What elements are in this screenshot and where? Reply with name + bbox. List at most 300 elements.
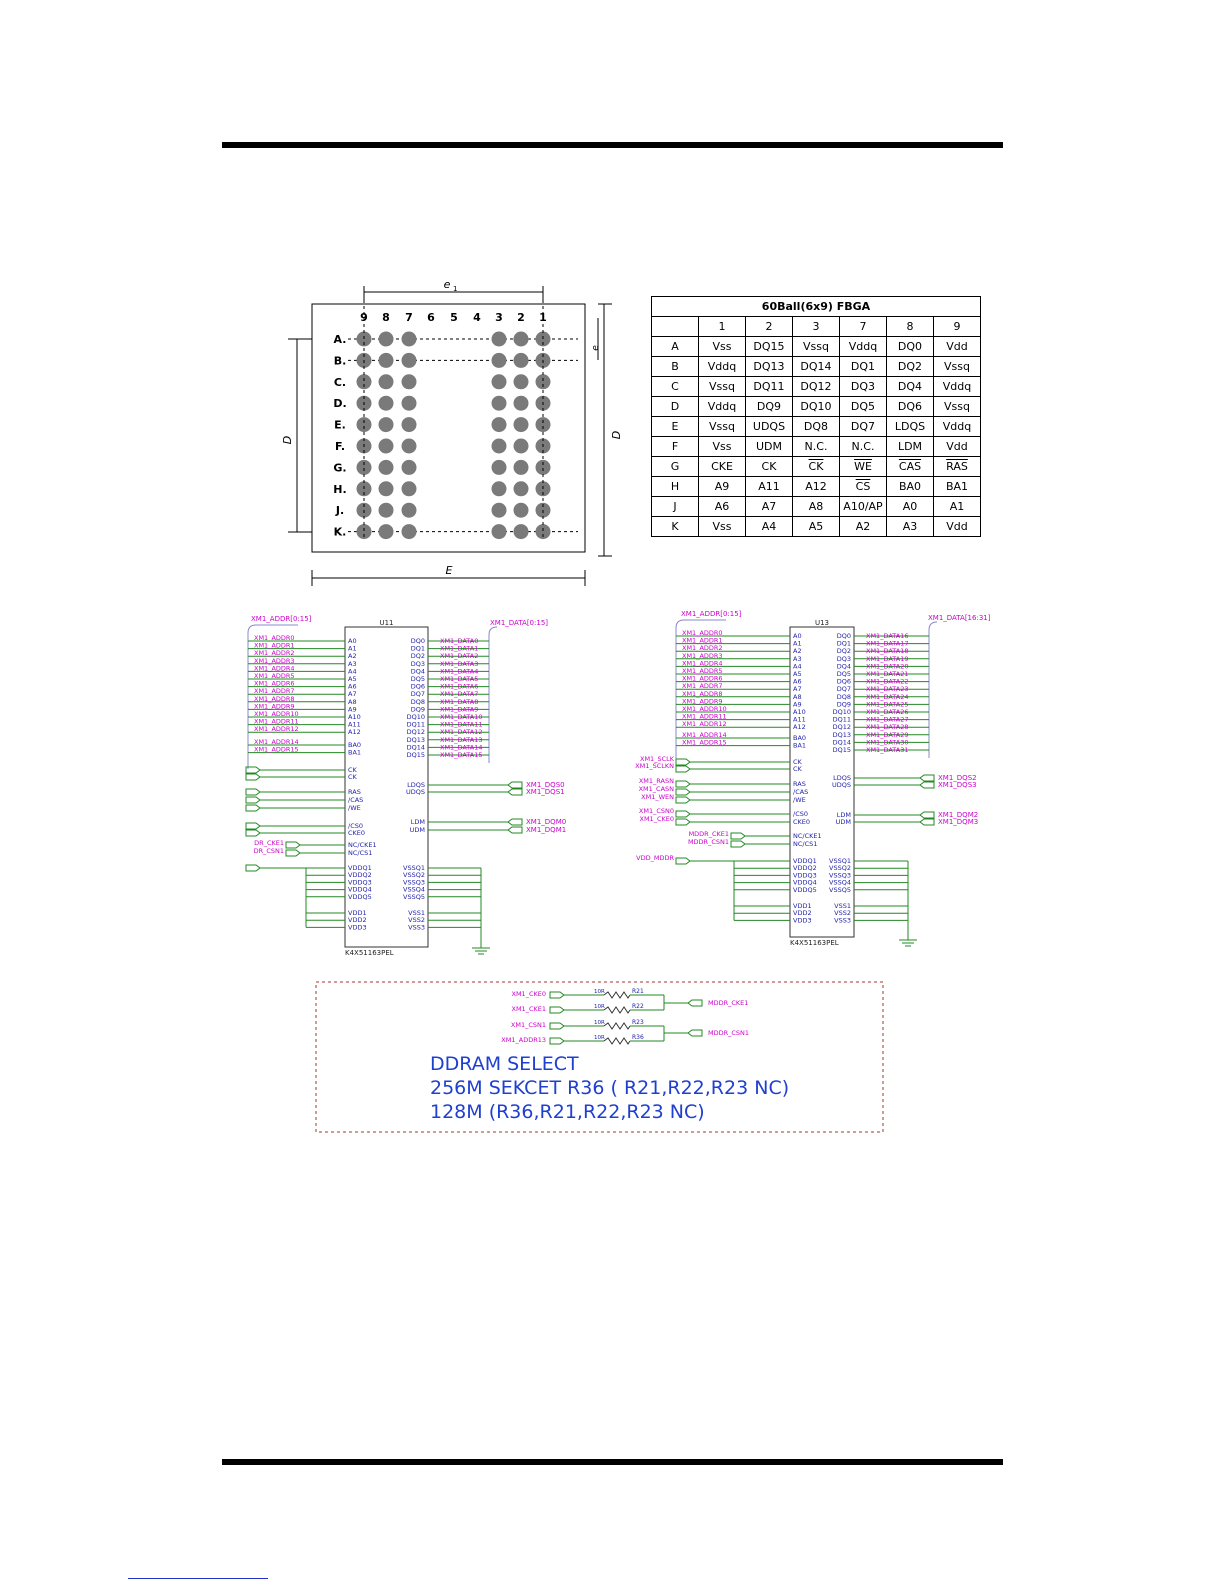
net-label: XM1_ADDR8 [254,694,295,703]
net-label: XM1_ADDR7 [682,682,723,691]
ball-row-label: A. [333,333,347,346]
pin-label: VSSQ3 [403,878,425,887]
pin-label: DQ10 [406,713,425,721]
port-symbol [676,819,690,825]
pin-label: CK [793,765,802,773]
pin-label: A0 [793,632,802,640]
net-label: XM1_ADDR1 [682,636,723,645]
pin-label: /CS0 [793,810,808,818]
pin-table-cell: DQ0 [887,337,934,357]
net-label: XM1_DQS0 [526,781,565,789]
pin-label: VDDQ4 [793,878,817,887]
net-label: XM1_ADDR9 [254,702,295,711]
pin-label: BA0 [348,741,362,749]
dim-e-big: E [445,564,453,577]
pin-label: NC/CKE1 [348,841,377,849]
pin-label: VSS2 [408,916,425,925]
net-label: XM1_CSN0 [638,807,674,815]
pin-label: VDDQ4 [348,885,372,894]
dim-e: e [591,345,601,351]
pin-table-col-header: 7 [840,317,887,337]
pin-table-cell: $\overline{CS}$ [840,477,887,497]
ball-col-label: 4 [473,311,481,324]
ball-col-label: 9 [360,311,368,324]
pin-table-cell: Vdd [934,337,981,357]
net-label: XM1_ADDR11 [254,717,299,726]
pin-label: VDD1 [348,909,367,917]
net-label: XM1_DQS1 [526,788,565,796]
pin-label: VDD1 [793,902,812,910]
pin-table-cell: Vddq [934,417,981,437]
pin-label: CK [348,766,357,774]
pin-table-row-header: A [652,337,699,357]
pin-label: A7 [793,685,802,694]
port-symbol [550,1023,564,1029]
net-label: XM1_DATA16 [866,632,909,640]
pin-table-cell: A8 [793,497,840,517]
port-symbol [676,797,690,803]
net-label: XM1_ADDR13 [501,1036,546,1044]
pin-label: A1 [793,639,802,648]
pin-label: DQ12 [406,728,425,737]
pin-label: DQ12 [832,723,851,732]
ball-row-label: F. [334,440,346,453]
resistor-ref: R21 [632,988,644,995]
resistor-value: 10R [594,989,605,995]
pin-label: A0 [348,637,357,645]
pin-table-cell: DQ1 [840,357,887,377]
resistor-value: 10R [594,1004,605,1010]
ball-col-label: 8 [382,311,390,324]
pin-table-cell: CK [746,457,793,477]
net-label: XM1_DATA8 [440,697,479,706]
net-label: XM1_SCLKN [635,762,674,770]
pin-label: A8 [793,692,802,701]
pin-label: A10 [348,713,361,721]
net-label: XM1_ADDR10 [254,710,299,718]
pin-label: VSSQ1 [829,857,851,865]
net-label: XM1_DATA3 [440,659,479,668]
pin-table-cell: A6 [699,497,746,517]
pin-label: DQ6 [836,677,851,686]
ic-part: K4X51163PEL [345,949,394,957]
resistor [604,1038,630,1044]
pin-label: DQ2 [836,647,851,656]
pin-label: RAS [793,780,806,788]
pin-label: LDM [410,818,425,826]
ball-row-label: K. [333,525,347,539]
pin-table-col-header: 2 [746,317,793,337]
pin-table-cell: Vssq [793,337,840,357]
port-symbol [508,789,522,795]
pin-label: VSS3 [834,916,851,925]
ball-row-label: J. [335,504,345,518]
port-symbol [688,1030,702,1036]
pin-label: A2 [348,652,357,661]
pin-table-row-header: F [652,437,699,457]
net-label: XM1_CSN1 [510,1021,546,1029]
pin-label: /CAS [348,796,364,804]
resistor-ref: R36 [632,1034,644,1041]
pin-table-cell: $\overline{CK}$ [793,457,840,477]
pin-label: DQ0 [410,637,425,645]
ic-ref: U13 [814,619,830,627]
pin-label: DQ5 [836,670,851,678]
pin-label: A1 [348,644,357,653]
pin-label: VSS1 [834,902,851,910]
ic-ref: U11 [379,619,394,627]
pin-table-cell: DQ13 [746,357,793,377]
net-label: XM1_DATA22 [866,677,909,686]
port-symbol [920,775,934,781]
resistor [604,1023,630,1029]
port-symbol [508,782,522,788]
pin-table-row-header: C [652,377,699,397]
resistor-ref: R23 [632,1019,644,1026]
data-bus [489,627,497,635]
pin-label: A2 [793,647,802,656]
net-label: XM1_DATA20 [866,662,909,671]
pin-label: A12 [348,728,361,737]
net-label: XM1_DATA28 [866,723,909,732]
pin-label: VSSQ5 [403,892,425,901]
select-note-256m: 256M SEKCET R36 ( R21,R22,R23 NC) [430,1077,790,1099]
ball-row-label: G. [333,461,347,475]
ball-row-label: E. [334,418,346,432]
net-label: DR_CKE1 [254,839,284,847]
net-label: XM1_ADDR10 [682,705,727,713]
net-label: XM1_SCLK [640,755,674,763]
port-symbol [286,850,300,856]
net-label: XM1_DQS3 [938,781,977,789]
pin-label: RAS [348,788,361,796]
pin-table-cell: A5 [793,517,840,537]
net-label: XM1_ADDR0 [682,629,723,637]
pin-table-cell: DQ9 [746,397,793,417]
net-label: XM1_DQM0 [526,818,567,826]
net-label: XM1_DATA4 [440,667,479,676]
pin-label: DQ1 [410,644,425,653]
pin-label: BA0 [793,734,807,742]
pin-table-cell: A2 [840,517,887,537]
net-label: XM1_DATA2 [440,652,479,661]
ball-col-label: 2 [517,311,525,324]
pin-label: DQ5 [410,675,425,683]
pin-label: CK [793,758,802,766]
net-label: XM1_CKE0 [639,815,674,823]
pin-table-cell: A7 [746,497,793,517]
pin-label: DQ14 [832,738,851,747]
port-symbol [286,842,300,848]
pin-label: VDDQ1 [348,864,372,872]
pin-table-cell: Vdd [934,437,981,457]
pin-label: VDDQ1 [793,857,817,865]
ball-row-label: D. [333,397,347,411]
net-label: XM1_DATA21 [866,670,909,678]
pin-label: /WE [348,804,361,812]
pin-table-title: 60Ball(6x9) FBGA [652,297,981,317]
pin-label: DQ3 [410,659,425,668]
net-label: XM1_ADDR5 [682,667,723,675]
port-symbol [246,789,260,795]
pin-table-cell: DQ7 [840,417,887,437]
footer-link-underline[interactable] [128,1578,268,1579]
net-label: XM1_CKE0 [511,990,546,998]
pin-label: DQ11 [406,720,425,729]
pin-table-cell: $\overline{WE}$ [840,457,887,477]
resistor-value: 10R [594,1020,605,1026]
net-label: XM1_DATA17 [866,639,909,648]
pin-label: VDDQ2 [793,864,817,873]
net-label: XM1_DQM1 [526,826,567,834]
net-label: XM1_ADDR0 [254,634,295,642]
pin-table-cell: A3 [887,517,934,537]
pin-label: VSSQ4 [829,878,851,887]
net-label: VDD_MDDR [636,854,674,862]
pin-label: /CS0 [348,822,363,830]
pin-table-col-header: 1 [699,317,746,337]
pin-table-cell: DQ12 [793,377,840,397]
net-label: XM1_ADDR2 [254,649,295,658]
net-label: XM1_ADDR6 [254,679,295,688]
net-label: XM1_DATA14 [440,743,483,752]
pin-label: DQ8 [836,692,851,701]
pin-label: CKE0 [793,818,811,826]
port-symbol [246,830,260,836]
pin-table-cell: BA0 [887,477,934,497]
net-label: XM1_DATA27 [866,715,909,724]
net-label: XM1_CKE1 [511,1005,546,1013]
pin-label: VSSQ5 [829,885,851,894]
port-symbol [246,865,260,871]
net-label: XM1_ADDR6 [682,674,723,683]
pin-label: A6 [348,682,357,691]
resistor-value: 10R [594,1035,605,1041]
pin-table-cell: Vddq [699,357,746,377]
addr-bus [248,625,298,633]
port-symbol [920,812,934,818]
net-label: XM1_RASN [638,777,674,785]
pin-table-cell: DQ10 [793,397,840,417]
pin-table-cell: Vssq [934,397,981,417]
pin-label: DQ2 [410,652,425,661]
pin-label: VSSQ3 [829,871,851,880]
pin-table-cell: A9 [699,477,746,497]
pin-table-cell: DQ6 [887,397,934,417]
port-symbol [676,781,690,787]
ball-col-label: 5 [450,311,458,324]
resistor-ref: R22 [632,1003,644,1010]
pin-table-row-header: B [652,357,699,377]
pin-table-cell: UDQS [746,417,793,437]
pin-table-col-header: 8 [887,317,934,337]
port-symbol [688,1000,702,1006]
net-label: XM1_DATA[0:15] [490,619,549,627]
net-label: XM1_DATA29 [866,730,909,739]
pin-label: A9 [793,700,802,709]
pin-label: DQ9 [836,700,851,709]
pin-table-cell: Vssq [699,377,746,397]
pin-table-cell: A1 [934,497,981,517]
ball-col-label: 1 [539,311,547,324]
port-symbol [550,1038,564,1044]
net-label: XM1_DATA15 [440,751,483,759]
net-label: XM1_DATA7 [440,690,479,699]
pin-label: DQ9 [410,705,425,714]
net-label: XM1_ADDR9 [682,697,723,706]
net-label: XM1_ADDR[0:15] [251,615,312,623]
net-label: XM1_ADDR2 [682,644,723,653]
net-label: MDDR_CSN1 [687,838,729,846]
pin-table-cell: $\overline{RAS}$ [934,457,981,477]
select-note-title: DDRAM SELECT [430,1053,579,1075]
pin-label: A4 [793,662,802,671]
pin-table-cell: A12 [793,477,840,497]
pin-table-cell: CKE [699,457,746,477]
pin-label: UDM [409,826,425,834]
pin-label: DQ8 [410,697,425,706]
pin-table-row-header: H [652,477,699,497]
net-label: XM1_ADDR7 [254,687,295,696]
pin-label: A5 [793,670,802,678]
pin-label: A7 [348,690,357,699]
pin-label: A9 [348,705,357,714]
pin-label: DQ4 [410,667,425,676]
pin-table-cell: UDM [746,437,793,457]
pin-label: BA1 [793,741,807,750]
pin-table-row-header: D [652,397,699,417]
net-label: XM1_DATA12 [440,728,483,737]
ball-col-label: 6 [427,311,435,324]
net-label: XM1_DATA9 [440,705,479,714]
pin-table-cell: Vss [699,337,746,357]
port-symbol [246,774,260,780]
pin-label: VSSQ2 [403,871,425,880]
pin-label: VDD3 [793,916,812,925]
pin-table-cell: A10/AP [840,497,887,517]
pin-table-row-header: G [652,457,699,477]
pin-table-cell: DQ15 [746,337,793,357]
pin-label: DQ7 [836,685,851,694]
net-label: XM1_ADDR3 [682,651,723,660]
pin-label: DQ13 [406,735,425,744]
net-label: XM1_ADDR15 [682,738,727,747]
addr-bus [676,620,726,628]
pin-label: NC/CKE1 [793,832,822,840]
net-label: XM1_DATA11 [440,720,483,729]
port-symbol [676,858,690,864]
pin-label: CKE0 [348,829,366,837]
ball-col-label: 7 [405,311,413,324]
net-label: XM1_DQM2 [938,811,979,819]
pin-label: DQ0 [836,632,851,640]
pin-label: VDDQ5 [793,885,817,894]
pin-label: UDQS [831,781,851,789]
pin-label: CK [348,773,357,781]
ball-row-label: B. [333,354,347,368]
net-label: XM1_DATA18 [866,647,909,656]
pin-label: DQ13 [832,730,851,739]
ball-row-label: H. [333,482,347,496]
pin-table-cell: $\overline{CAS}$ [887,457,934,477]
net-label: XM1_DATA[16:31] [928,614,991,622]
pin-label: NC/CS1 [793,840,818,848]
pin-label: VDD3 [348,923,367,932]
pin-table-cell: Vddq [699,397,746,417]
pin-label: UDQS [405,788,425,796]
net-label: MDDR_CKE1 [688,830,729,838]
pin-table-col-header: 9 [934,317,981,337]
net-label: XM1_DATA5 [440,675,479,683]
pin-label: DQ1 [836,639,851,648]
pin-label: UDM [835,818,851,826]
data-bus [929,622,937,630]
pin-table-cell: Vssq [699,417,746,437]
pin-label: A6 [793,677,802,686]
pin-label: A8 [348,697,357,706]
net-label: DR_CSN1 [253,847,284,855]
pin-label: VSS3 [408,923,425,932]
net-label: XM1_CASN [638,785,674,793]
pin-table-cell: A11 [746,477,793,497]
net-label: XM1_DATA26 [866,708,909,716]
pin-label: /CAS [793,788,809,796]
port-symbol [246,805,260,811]
net-label: XM1_ADDR12 [254,725,299,734]
port-symbol [676,766,690,772]
pin-label: VDD2 [348,916,367,925]
pin-table-cell: DQ11 [746,377,793,397]
pin-table-cell: Vddq [934,377,981,397]
pin-table-cell: Vddq [840,337,887,357]
net-label: XM1_ADDR5 [254,672,295,680]
pin-table-cell: A0 [887,497,934,517]
pin-label: DQ15 [832,746,851,754]
net-label: XM1_DQM3 [938,818,979,826]
port-symbol [676,811,690,817]
net-label: XM1_ADDR15 [254,745,299,754]
net-label: XM1_ADDR12 [682,720,727,729]
net-label: XM1_WEN [641,793,674,801]
net-label: XM1_DATA13 [440,735,483,744]
port-symbol [920,782,934,788]
pin-table-row-header: E [652,417,699,437]
pin-table-cell: LDQS [887,417,934,437]
pin-label: A11 [348,720,361,729]
net-label: XM1_DATA23 [866,685,909,694]
pin-label: A5 [348,675,357,683]
port-symbol [508,819,522,825]
pin-label: VSSQ1 [403,864,425,872]
pin-label: A12 [793,723,806,732]
net-label: MDDR_CKE1 [708,999,749,1007]
resistor [604,992,630,998]
pin-label: DQ15 [406,751,425,759]
pin-table-cell: A4 [746,517,793,537]
pin-table-cell: Vss [699,437,746,457]
net-label: XM1_DATA25 [866,700,909,709]
pin-label: VSSQ4 [403,885,425,894]
pin-label: A4 [348,667,357,676]
pin-label: LDQS [833,774,851,782]
pin-table-cell: Vssq [934,357,981,377]
pin-label: DQ10 [832,708,851,716]
pin-table-cell: DQ3 [840,377,887,397]
net-label: XM1_ADDR1 [254,641,295,650]
net-label: XM1_ADDR8 [682,689,723,698]
pin-label: VDDQ3 [348,878,372,887]
net-label: XM1_ADDR14 [254,738,299,746]
